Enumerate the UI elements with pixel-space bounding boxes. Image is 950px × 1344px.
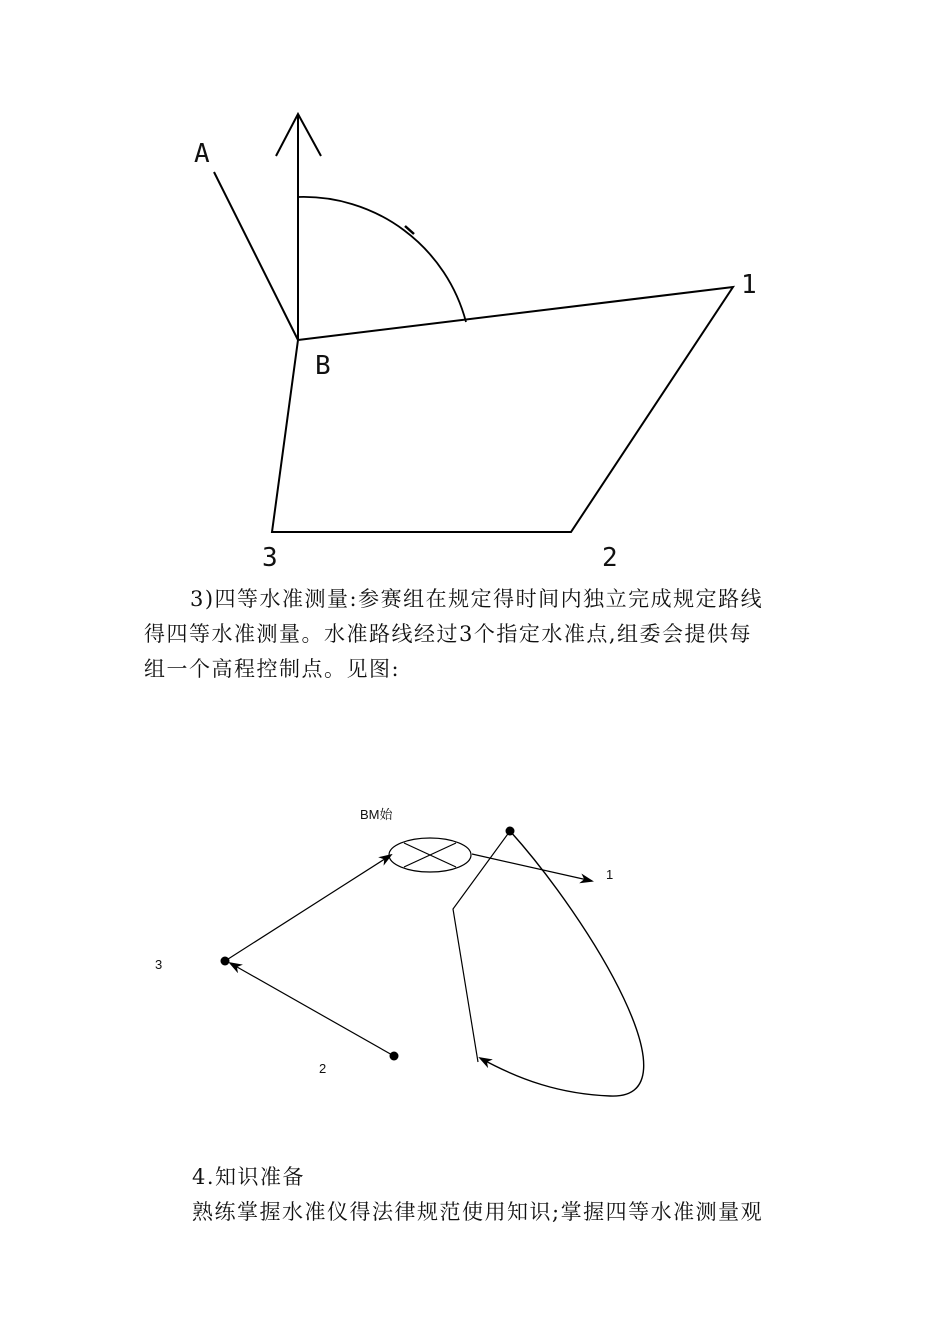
label-route-point-1: 1: [606, 867, 614, 882]
route-loop: [480, 831, 644, 1096]
label-b: B: [315, 351, 331, 381]
paragraph-line: 得四等水准测量。水准路线经过3个指定水准点,组委会提供每: [144, 622, 753, 646]
paragraph-line: 3)四等水准测量:参赛组在规定得时间内独立完成规定路线: [190, 587, 764, 611]
label-route-point-3: 3: [155, 957, 163, 972]
label-bm-start: BM始: [360, 807, 393, 822]
route-2-to-3: [230, 963, 394, 1056]
section-body-line: 熟练掌握水准仪得法律规范使用知识;掌握四等水准测量观: [192, 1200, 764, 1224]
section-knowledge: [192, 1160, 832, 1230]
label-point-3: 3: [262, 543, 278, 573]
label-point-2: 2: [602, 543, 618, 573]
section-heading: 4.知识准备: [192, 1165, 306, 1189]
label-point-1: 1: [741, 270, 757, 300]
paragraph-line: 组一个高程控制点。见图:: [144, 657, 401, 681]
route-3-to-bm: [225, 855, 391, 961]
label-a: A: [194, 139, 210, 169]
label-route-point-2: 2: [319, 1061, 327, 1076]
